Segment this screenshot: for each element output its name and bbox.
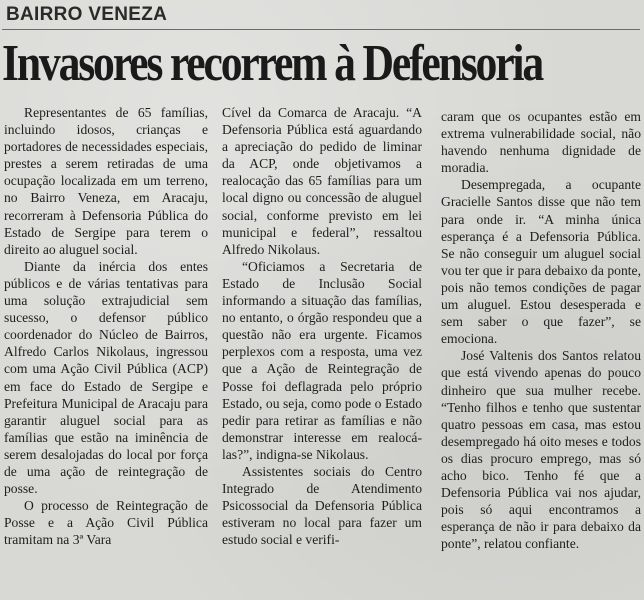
divider <box>2 29 640 30</box>
headline: Invasores recorrem à Defensoria <box>2 35 543 92</box>
paragraph: Assistentes sociais do Centro Integrado de Atendimento Psicossocial da Defensoria Pública estiveram no local para fazer um estudo social e verifi- <box>222 463 422 548</box>
article-column-2 <box>222 104 422 548</box>
article-column-1 <box>4 104 208 548</box>
paragraph: Representantes de 65 famílias, incluindo idosos, crianças e portadores de necessidades especiais, prestes a serem retiradas de uma ocupação localizada em um terreno, no Bairro Veneza, em Aracaju, recorreram à Defensoria Pública do Estado de Sergipe para terem o direito ao aluguel social. <box>4 105 208 257</box>
article-column-3 <box>441 108 641 552</box>
paragraph: Cível da Comarca de Aracaju. “A Defensoria Pública está aguardando a apreciação do pedido de liminar da ACP, onde objetivamos a realocação das 65 famílias para um local digno ou concessão de aluguel social, conforme previsto em lei municipal e federal”, ressaltou Alfredo Nikolaus. <box>222 105 422 257</box>
paragraph: O processo de Reintegração de Posse e a Ação Civil Pública tramitam na 3ª Vara <box>4 498 208 548</box>
section-label: BAIRRO VENEZA <box>6 4 168 25</box>
paragraph: caram que os ocupantes estão em extrema vulnerabilidade social, não havendo nenhuma dignidade de moradia. <box>441 109 641 176</box>
paragraph: Desempregada, a ocupante Gracielle Santos disse que não tem para onde ir. “A minha única esperança é a Defensoria Pública. Se não conseguir um aluguel social vou ter que ir para debaixo da ponte, pois não temos condições de pagar um aluguel. Estou desesperada e sem saber o que fazer”, se emociona. <box>441 177 641 347</box>
paragraph: “Oficiamos a Secretaria de Estado de Inclusão Social informando a situação das famílias, no entanto, o órgão respondeu que a questão não era urgente. Ficamos perplexos com a resposta, uma vez que a Ação de Reintegração de Posse foi deflagrada pelo próprio Estado, ou seja, como pode o Estado pedir para retirar as famílias e não demonstrar interesse em realocá-las?”, indigna-se Nikolaus. <box>222 258 422 462</box>
paragraph: José Valtenis dos Santos relatou que está vivendo apenas do pouco dinheiro que sua mulher recebe. “Tenho filhos e tenho que sustentar quatro pessoas em casa, mas estou desempregado há oito meses e todos os dias procuro emprego, mas só acho bico. Tenho fé que a Defensoria Pública vai nos ajudar, pois só aqui encontramos a esperança de não ir para debaixo da ponte”, relatou confiante. <box>441 348 641 552</box>
paragraph: Diante da inércia dos entes públicos e de várias tentativas para uma solução extrajudicial sem sucesso, o defensor público coordenador do Núcleo de Bairros, Alfredo Carlos Nikolaus, ingressou com uma Ação Civil Pública (ACP) em face do Estado de Sergipe e Prefeitura Municipal de Aracaju para garantir aluguel social para as famílias que estão na iminência de serem desalojadas do local por força de uma ação de reintegração de posse. <box>4 258 208 497</box>
